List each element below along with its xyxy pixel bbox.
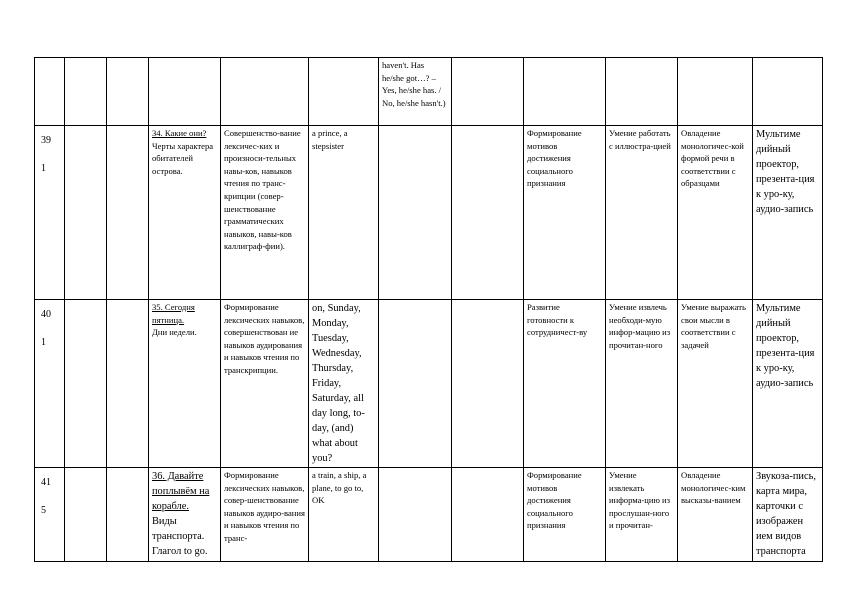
cell-topic	[149, 126, 221, 300]
lesson-hours: 1	[41, 163, 46, 174]
cell-subject: Овладение монологичес-ким высказы-ванием	[678, 468, 753, 562]
cell-topic	[149, 300, 221, 468]
lesson-number: 40	[41, 309, 51, 320]
cell	[107, 58, 149, 126]
cell-subject: Умение выражать свои мысли в соответствии с задачей	[678, 300, 753, 468]
cell-topic	[149, 58, 221, 126]
cell	[107, 468, 149, 562]
cell-equipment: Звукоза-пись, карта мира, карточки с изображен ием видов транспорта	[753, 468, 823, 562]
cell-skills: Совершенство-вание лексичес-ких и произноси-тельных навы-ков, навыков чтения по транс-крипции (совер-шенствование грамматических навыков, навы-ков каллиграф-фии).	[221, 126, 309, 300]
lesson-hours: 5	[41, 505, 46, 516]
cell-skills: Формирование лексических навыков, совершенствован ие навыков аудирования и навыков чтения по транскрипции.	[221, 300, 309, 468]
cell-num	[35, 58, 65, 126]
cell-grammar	[379, 300, 452, 468]
cell-personal: Формирование мотивов достижения социального признания	[524, 468, 606, 562]
cell	[65, 58, 107, 126]
lesson-topic-detail: Дни недели.	[152, 327, 197, 338]
lesson-topic-detail: Виды транспорта. Глагол to go.	[152, 516, 208, 557]
cell-equipment: Мультиме дийный проектор, презента-ция к уро-ку, аудио-запись	[753, 126, 823, 300]
table-row	[35, 468, 823, 562]
table-row	[35, 58, 823, 126]
table-row	[35, 300, 823, 468]
cell-skills	[221, 58, 309, 126]
lesson-number: 41	[41, 477, 51, 488]
cell-subject	[678, 58, 753, 126]
cell-personal: Формирование мотивов достижения социального признания	[524, 126, 606, 300]
cell	[107, 126, 149, 300]
lesson-hours: 1	[41, 337, 46, 348]
cell	[452, 58, 524, 126]
cell-meta: Умение извлекать информа-цию из прослушан-ного и прочитан-	[606, 468, 678, 562]
table-row	[35, 126, 823, 300]
cell-num	[35, 468, 65, 562]
cell-vocab: on, Sunday, Monday, Tuesday, Wednesday, Thursday, Friday, Saturday, all day long, to-day, (and) what about you?	[309, 300, 379, 468]
cell	[452, 468, 524, 562]
cell-equipment: Мультиме дийный проектор, презента-ция к уро-ку, аудио-запись	[753, 300, 823, 468]
cell-vocab: a prince, a stepsister	[309, 126, 379, 300]
cell-vocab	[309, 58, 379, 126]
cell	[452, 300, 524, 468]
cell-skills: Формирование лексических навыков, совер-шенствование навыков аудиро-вания и навыков чтения по транс-	[221, 468, 309, 562]
lesson-topic-detail: Черты характера обитателей острова.	[152, 140, 214, 176]
cell	[452, 126, 524, 300]
cell	[107, 300, 149, 468]
lesson-number: 39	[41, 135, 51, 146]
cell-subject: Овладение монологичес-кой формой речи в соответствии с образцами	[678, 126, 753, 300]
cell-equipment	[753, 58, 823, 126]
lesson-topic: 35. Сегодня пятница.	[152, 302, 195, 325]
cell-topic	[149, 468, 221, 562]
cell-grammar: haven't. Has he/she got…? – Yes, he/she has. / No, he/she hasn't.)	[379, 58, 452, 126]
cell-meta: Умение извлечь необходи-мую инфор-мацию из прочитан-ного	[606, 300, 678, 468]
cell-meta: Умение работать с иллюстра-цией	[606, 126, 678, 300]
cell	[65, 468, 107, 562]
cell-vocab: a train, a ship, a plane, to go to, OK	[309, 468, 379, 562]
lesson-topic: 36. Давайте поплывём на корабле.	[152, 471, 210, 512]
cell-personal: Развитие готовности к сотрудничест-ву	[524, 300, 606, 468]
cell	[65, 126, 107, 300]
cell-num	[35, 300, 65, 468]
lesson-plan-table	[34, 57, 823, 562]
cell-meta	[606, 58, 678, 126]
cell-personal	[524, 58, 606, 126]
cell-grammar	[379, 126, 452, 300]
cell-grammar	[379, 468, 452, 562]
lesson-topic: 34. Какие они?	[152, 128, 207, 138]
cell-num	[35, 126, 65, 300]
cell	[65, 300, 107, 468]
